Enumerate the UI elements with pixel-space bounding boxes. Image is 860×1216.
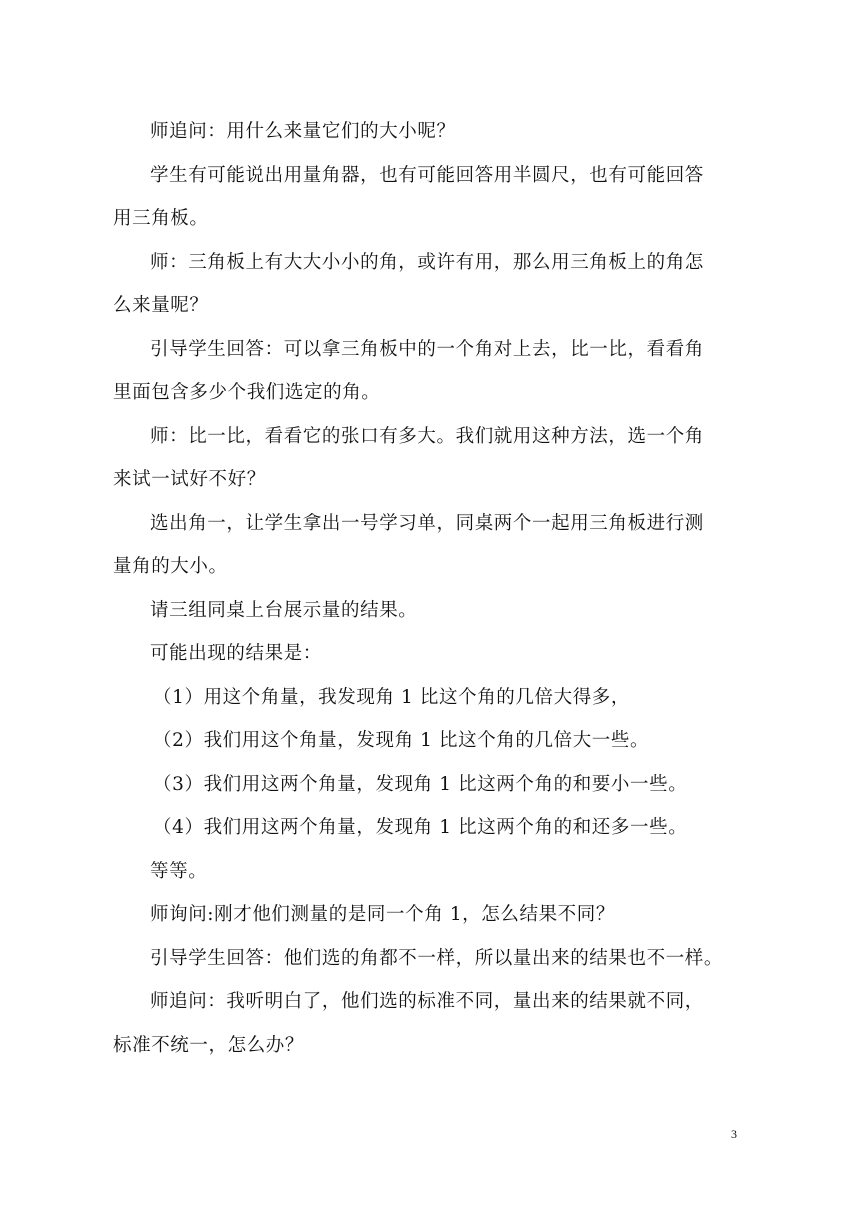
paragraph-line: 师：三角板上有大大小小的角，或许有用，那么用三角板上的角怎 <box>150 251 704 273</box>
paragraph-line: 里面包含多少个我们选定的角。 <box>113 382 381 403</box>
paragraph-line: 引导学生回答：他们选的角都不一样，所以量出来的结果也不一样。 <box>150 947 724 969</box>
paragraph-line: 师：比一比，看看它的张口有多大。我们就用这种方法，选一个角 <box>150 425 704 447</box>
page-number: 3 <box>731 1127 737 1141</box>
paragraph-line: 师询问:刚才他们测量的是同一个角 1，怎么结果不同？ <box>150 904 615 925</box>
paragraph-line: 用三角板。 <box>113 208 209 229</box>
list-item: （3）我们用这两个角量，发现角 1 比这两个角的和要小一些。 <box>153 773 688 795</box>
paragraph-line: 标准不统一，怎么办？ <box>113 1034 305 1056</box>
paragraph-line: 么来量呢？ <box>113 295 209 316</box>
paragraph-line: 请三组同桌上台展示量的结果。 <box>150 599 418 621</box>
paragraph-line: 师追问：我听明白了，他们选的标准不同，量出来的结果就不同， <box>150 991 704 1012</box>
list-item: （2）我们用这个角量，发现角 1 比这个角的几倍大一些。 <box>153 730 650 751</box>
paragraph-line: 师追问：用什么来量它们的大小呢？ <box>150 121 456 142</box>
paragraph-line: 选出角一，让学生拿出一号学习单，同桌两个一起用三角板进行测 <box>150 512 704 534</box>
paragraph-line: 等等。 <box>150 860 208 882</box>
paragraph-line: 引导学生回答：可以拿三角板中的一个角对上去，比一比，看看角 <box>150 338 704 360</box>
list-item: （4）我们用这两个角量，发现角 1 比这两个角的和还多一些。 <box>153 817 688 838</box>
paragraph-line: 学生有可能说出用量角器，也有可能回答用半圆尺，也有可能回答 <box>150 164 704 186</box>
document-body <box>113 110 753 1067</box>
paragraph-line: 量角的大小。 <box>113 556 228 577</box>
paragraph-line: 来试一试好不好？ <box>113 469 266 490</box>
list-item: （1）用这个角量，我发现角 1 比这个角的几倍大得多， <box>153 686 631 708</box>
paragraph-line: 可能出现的结果是： <box>150 643 322 664</box>
